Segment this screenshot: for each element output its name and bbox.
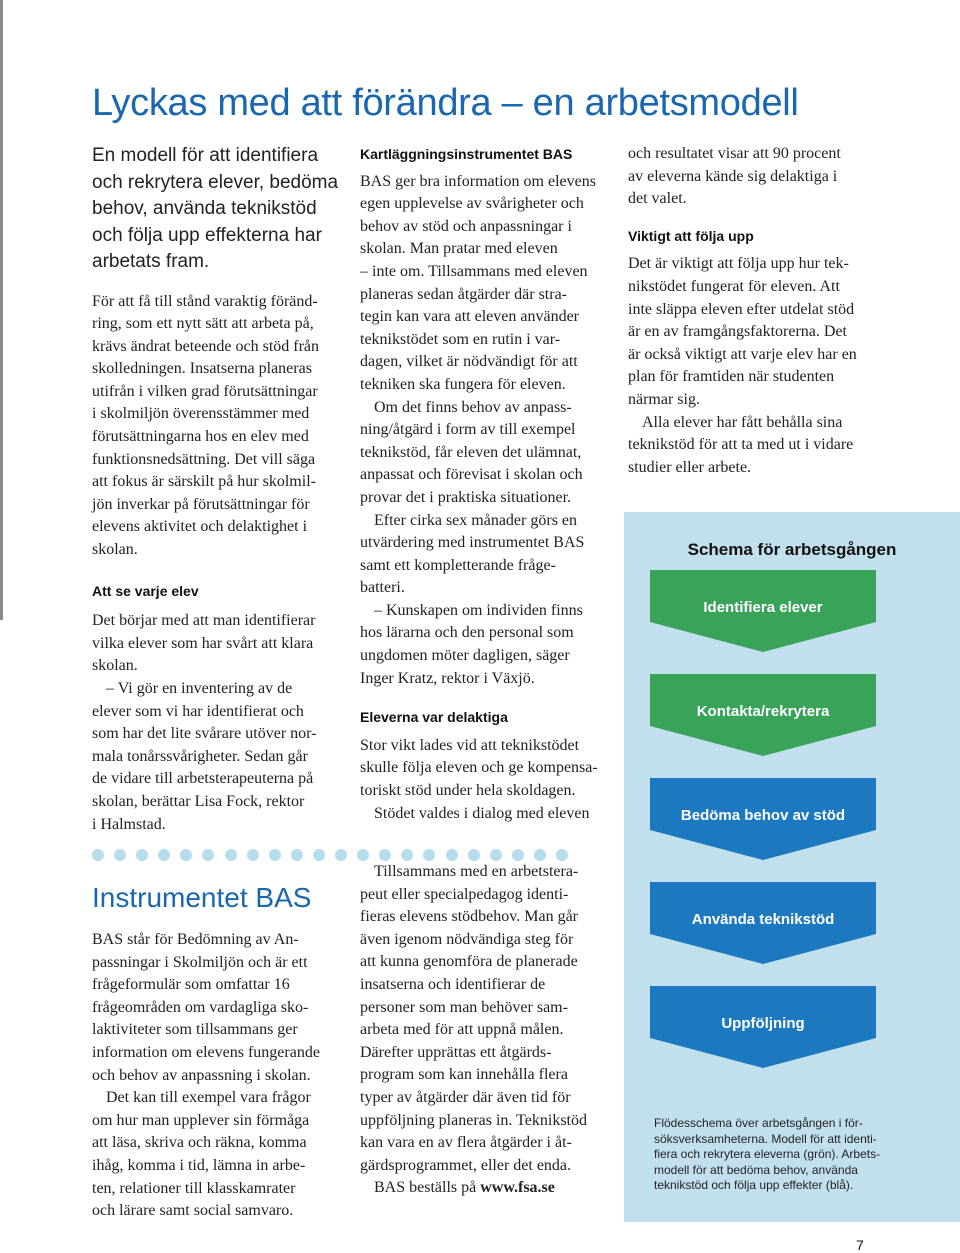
text-line: i skolmiljön överensstämmer med	[92, 405, 310, 423]
separator-dot	[180, 849, 192, 861]
text-line: batteri.	[360, 579, 405, 597]
separator-dot	[512, 849, 524, 861]
text-line: Stor vikt lades vid att teknikstödet	[360, 736, 580, 754]
step-label: Bedöma behov av stöd	[680, 807, 846, 824]
text-line: elevens aktivitet och delaktighet i	[92, 518, 308, 536]
text-line: att kunna genomföra de planerade	[360, 953, 578, 971]
step-label: Uppföljning	[721, 1015, 805, 1032]
paragraph-identify	[92, 610, 342, 678]
heading-viktigt-folja-upp: Viktigt att följa upp	[628, 227, 754, 244]
text-line: Därefter upprättas ett åtgärds-	[360, 1043, 552, 1061]
heading-att-se-varje-elev: Att se varje elev	[92, 582, 199, 599]
text-line: ungdomen möter dagligen, säger	[360, 647, 570, 665]
separator-dot	[357, 849, 369, 861]
text-line: arbeta med för att uppnå målen.	[360, 1021, 564, 1039]
separator-dot	[379, 849, 391, 861]
text-line: Alla elever har fått behålla sina	[642, 413, 843, 431]
text-line: och behov av anpassning i skolan.	[92, 1066, 311, 1084]
text-line: provar det i praktiska situationer.	[360, 488, 572, 506]
bas-column-1	[92, 929, 342, 1223]
text-line: ning/åtgärd i form av till exempel	[360, 421, 576, 439]
text-line: planeras sedan åtgärder där stra-	[360, 285, 567, 303]
separator-dot	[468, 849, 480, 861]
text-line: behov av stöd och anpassningar i	[360, 217, 572, 235]
text-line: skolan.	[92, 541, 138, 559]
text-line: samt ett kompletterande fråge-	[360, 556, 556, 574]
text-line: dagen, vilket är nödvändigt för att	[360, 353, 578, 371]
text-line: elever som vi har identifierat och	[92, 702, 304, 720]
page-number: 7	[856, 1237, 864, 1253]
paragraph-quote-fock	[92, 678, 342, 836]
text-line: gärdsprogrammet, eller det enda.	[360, 1156, 572, 1174]
separator-dot	[291, 849, 303, 861]
flowchart-caption	[654, 1116, 904, 1194]
separator-dot	[423, 849, 435, 861]
text-line: att fokus är särskilt på hur skolmil-	[92, 473, 316, 491]
step-label: Kontakta/rekrytera	[696, 703, 830, 720]
text-line: nikstödet fungerat för eleven. Att	[628, 277, 840, 295]
text-line: ring, som ett nytt sätt att arbeta på,	[92, 315, 314, 333]
separator-dot	[92, 849, 104, 861]
text-line: Det börjar med att man identifierar	[92, 612, 316, 630]
text-line: Flödesschema över arbetsgången i för-	[654, 1116, 863, 1130]
paragraph-behalla-stod	[628, 412, 878, 480]
paragraph-folja-upp	[628, 253, 878, 411]
text-line: och följa upp effekterna har	[92, 224, 322, 246]
text-line: tegin kan vara att eleven använder	[360, 308, 579, 326]
intro-paragraph	[92, 291, 342, 562]
text-line: teknikstödet som en rutin i var-	[360, 330, 561, 348]
text-line: studier eller arbete.	[628, 458, 752, 476]
text-line: kan vara en av flera åtgärder i åt-	[360, 1134, 572, 1152]
text-line: Det är viktigt att följa upp hur tek-	[628, 255, 849, 273]
text-line: passningar i Skolmiljön och är ett	[92, 953, 308, 971]
text-line: För att få till stånd varaktig föränd-	[92, 292, 318, 310]
text-line: frågeområden om vardagliga sko-	[92, 998, 309, 1016]
text-line: det valet.	[628, 190, 687, 208]
text-line: ihåg, komma i tid, lämna in arbe-	[92, 1156, 306, 1174]
text-line: – Kunskapen om individen finns	[374, 601, 583, 619]
paragraph-bas-definition	[92, 929, 342, 1087]
separator-dot	[269, 849, 281, 861]
separator-dot	[335, 849, 347, 861]
text-line: funktionsnedsättning. Det vill säga	[92, 450, 316, 468]
separator-dot	[446, 849, 458, 861]
text-line: vilka elever som har svårt att klara	[92, 634, 314, 652]
text-line: även igenom nödvändiga steg för	[360, 930, 574, 948]
separator-dot	[534, 849, 546, 861]
text-line: är en av framgångsfaktorerna. Det	[628, 323, 847, 341]
order-link[interactable]: www.fsa.se	[480, 1179, 555, 1197]
separator-dot	[313, 849, 325, 861]
bas-column-2	[360, 861, 610, 1200]
column-2	[360, 143, 610, 825]
text-line: och resultatet visar att 90 procent	[628, 145, 841, 162]
text-line: tekniken ska fungera för eleven.	[360, 375, 566, 393]
text-line: skolan.	[92, 657, 138, 675]
paragraph-bas-examples	[92, 1087, 342, 1223]
page-title: Lyckas med att förändra – en arbetsmodell	[92, 82, 799, 124]
text-line: insatserna och identifierar de	[360, 975, 546, 993]
text-line: anpassat och förevisat i skolan och	[360, 466, 583, 484]
separator-dot	[158, 849, 170, 861]
text-line: som har det lite svårare utöver nor-	[92, 725, 317, 743]
dot-separator	[92, 849, 568, 861]
separator-dot	[401, 849, 413, 861]
step-label: Använda teknikstöd	[691, 911, 835, 928]
text-line: arbetats fram.	[92, 251, 210, 272]
paragraph-bas-order	[360, 1177, 610, 1200]
text-line: skulle följa eleven och ge kompensa-	[360, 759, 598, 777]
flowchart-title: Schema för arbetsgången	[687, 540, 897, 559]
text-line: peut eller specialpedagog identi-	[360, 885, 569, 903]
text-line: fiera och rekrytera eleverna (grön). Arbets-	[654, 1147, 881, 1161]
text-line: utvärdering med instrumentet BAS	[360, 534, 585, 552]
step-label: Identifiera elever	[703, 599, 823, 616]
text-line: och lärare samt social samvaro.	[92, 1202, 294, 1220]
heading-eleverna-delaktiga: Eleverna var delaktiga	[360, 709, 508, 726]
flowchart-panel	[624, 512, 960, 1222]
text-line: BAS ger bra information om elevens	[360, 172, 596, 190]
text-line: egen upplevelse av svårigheter och	[360, 195, 584, 213]
column-1	[92, 143, 342, 836]
text-line: uppföljning planeras in. Teknikstöd	[360, 1111, 587, 1129]
left-margin-rule	[0, 0, 3, 620]
lead-paragraph	[92, 143, 342, 276]
text-line: att läsa, skriva och räkna, komma	[92, 1134, 307, 1152]
separator-dot	[114, 849, 126, 861]
text-line: Efter cirka sex månader görs en	[374, 511, 578, 529]
flowchart-step	[650, 778, 876, 860]
separator-dot	[202, 849, 214, 861]
flowchart-step	[650, 882, 876, 964]
text-line: är också viktigt att varje elev har en	[628, 345, 857, 363]
text-line: teknikstöd och följa upp effekter (blå).	[654, 1178, 854, 1192]
text-line: närmar sig.	[628, 390, 700, 408]
text-line: BAS står för Bedömning av An-	[92, 931, 299, 948]
text-line: toriskt stöd under hela skoldagen.	[360, 782, 576, 800]
text-line: utifrån i vilken grad förutsättningar	[92, 382, 318, 400]
flowchart-step	[650, 674, 876, 756]
text-line: fieras elevens stödbehov. Man går	[360, 908, 578, 926]
text-line: laktiviteter som tillsammans ger	[92, 1021, 298, 1039]
text-line: söksverksamheterna. Modell för att identi-	[654, 1131, 877, 1146]
text-line: – Vi gör en inventering av de	[106, 680, 293, 697]
paragraph-stor-vikt	[360, 735, 610, 803]
separator-dot	[556, 849, 568, 861]
text-line: av eleverna kände sig delaktiga i	[628, 167, 838, 185]
paragraph-bas-info	[360, 171, 610, 397]
flowchart-step	[650, 986, 876, 1068]
order-text: BAS beställs på	[374, 1179, 481, 1197]
text-line: skolan. Man pratar med eleven	[360, 240, 558, 258]
heading-kartlaggning: Kartläggningsinstrumentet BAS	[360, 146, 573, 162]
separator-dot	[136, 849, 148, 861]
text-line: om hur man upplever sin förmåga	[92, 1111, 310, 1129]
paragraph-anpassning	[360, 397, 610, 510]
text-line: En modell för att identifiera	[92, 145, 319, 166]
text-line: inte släppa eleven efter utdelat stöd	[628, 300, 855, 318]
paragraph-quote-kratz	[360, 600, 610, 690]
text-line: personer som man behöver sam-	[360, 998, 568, 1016]
text-line: ten, relationer till klasskamrater	[92, 1179, 296, 1197]
text-line: teknikstöd för att ta med ut i vidare	[628, 436, 854, 454]
bas-section-title: Instrumentet BAS	[92, 882, 312, 913]
text-line: hos lärarna och den personal som	[360, 624, 574, 642]
text-line: program som kan innehålla flera	[360, 1066, 568, 1084]
text-line: teknikstöd, får eleven det ulämnat,	[360, 443, 582, 461]
text-line: mala tonårssvårigheter. Sedan går	[92, 747, 308, 765]
text-line: Stödet valdes i dialog med eleven	[374, 804, 590, 822]
text-line: förutsättningarna hos en elev med	[92, 428, 309, 446]
text-line: Tillsammans med en arbetstera-	[374, 863, 579, 880]
text-line: modell för att bedöma behov, använda	[654, 1162, 858, 1177]
text-line: Inger Kratz, rektor i Växjö.	[360, 669, 535, 687]
column-3	[628, 143, 878, 479]
text-line: jön inverkar på förutsättningar för	[92, 495, 310, 513]
paragraph-bas-process	[360, 861, 610, 1177]
text-line: krävs ändrat beteende och stöd från	[92, 337, 320, 355]
paragraph-stodet-valdes	[360, 803, 610, 826]
paragraph-utvardering	[360, 510, 610, 600]
flowchart-step	[650, 570, 876, 652]
text-line: och rekrytera elever, bedöma	[92, 171, 339, 193]
text-line: skolledningen. Insatserna planeras	[92, 360, 312, 378]
text-line: Om det finns behov av anpass-	[374, 398, 572, 416]
text-line: information om elevens fungerande	[92, 1043, 320, 1061]
separator-dot	[490, 849, 502, 861]
text-line: typer av åtgärder där även tid för	[360, 1088, 571, 1106]
text-line: plan för framtiden när studenten	[628, 368, 835, 386]
text-line: Det kan till exempel vara frågor	[106, 1089, 311, 1107]
text-line: behov, använda teknikstöd	[92, 198, 317, 219]
paragraph-resultat	[628, 143, 878, 211]
text-line: de vidare till arbetsterapeuterna på	[92, 770, 314, 788]
separator-dot	[247, 849, 259, 861]
text-line: i Halmstad.	[92, 815, 166, 833]
text-line: – inte om. Tillsammans med eleven	[360, 262, 588, 280]
separator-dot	[225, 849, 237, 861]
text-line: frågeformulär som omfattar 16	[92, 976, 290, 994]
text-line: skolan, berättar Lisa Fock, rektor	[92, 792, 305, 810]
